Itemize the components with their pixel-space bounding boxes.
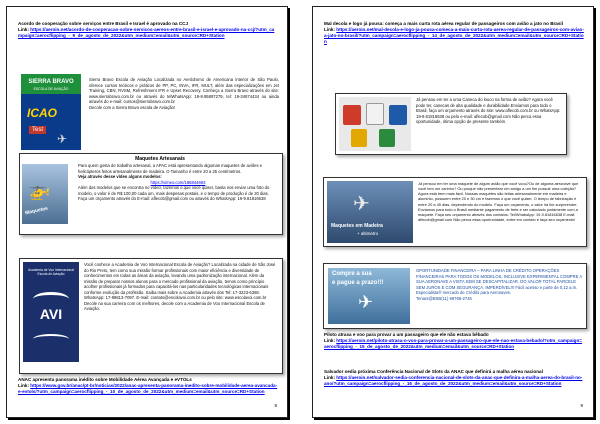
maquetes-body2: Além dos modelos que se encontra no vídeo, fazemos o que você quiser, basta nos enviar uma foto do modelo, o valor é de R$ 100,00 cada um, mais despesas postais, e o tempo de produção é de 20 dias. Faça um orçamento através do E-mail: aflecob@gmail.com ou através do WhatsApp: 19-9.81816638 [78, 185, 270, 202]
airplane-icon: ✈ [358, 292, 374, 312]
sierra-bravo-image [21, 74, 81, 150]
sierra-bravo-footer: Decole com a Sierra Bravo escola de Aviação! [89, 104, 176, 110]
academia-body: Você conhece a Academia de Voo Internacional Escola de Aviação? Localizada na cidade de São José do Rio Preto, tem como sua missão formar profissionais com maior eficiência e diversidade de conhecimentos em todas as áreas da aviação, levando uma padronização internacional. Além da missão de preparar nossos alunos para o mercado profissional da aviação, temos como princípio acolher profissionais já formados para capacitá-los nas particularidades tecnológicas internacionais conforme evolução da profissão. Saiba mais sobre a Academia através dos Tel: 17-3223-6368. WhatsApp: 17-99613-7097. E-mail: contato@escolavoi.com.br ou pelo site: www.escolavoi.com.br [84, 262, 276, 301]
document-page-8 [6, 6, 288, 418]
sierra-bravo-logo-sub: ESCOLA DE AVIAÇÃO [33, 87, 69, 91]
article-title: Acordo de cooperação sobre serviços entre Brasil e Israel é aprovado na CCJ [18, 21, 189, 26]
sierra-bravo-text [89, 77, 279, 110]
maquetes-body1: Para quem gosta de trabalho artesanal, a APAC está apresentando algumas maquetes de aviões e helicópteros feitos artesanalmente de madeira. O Tamanho é entre 20 a 25 centímetros. [78, 163, 263, 174]
article-link[interactable]: https://aeroin.net/piloto-atrasa-o-voo-para-provar-a-um-passageiro-que-ele-nao-estava-bebado/?utm_campaign=aerocflipping_-_15_de_agosto_de_2022&utm_medium=email&utm_source=RD+Station [324, 337, 582, 349]
link-label: Link: [18, 26, 29, 32]
maquetes-madeira-text: Já pensou em ter uma maquete de algum avião que você voou?Ou de alguma aeronave que você tem um carinho? Ou porque não presentear um amigo a um fim possuir uma coleção? Agora está bem mais fácil. Nossas maquetes são feitas artesanalmente em madeira e alumínio, possuem entre 20 e 30 cm e fazemos o que você quiser. O tempo de fabricação é entre 20 a 45 dias, dependendo do modelo. Faça um orçamento, o valor irá lhe surpreender. Enviamos para todo o Brasil mediante pagamento de frete e ser calculado juntamente com a maquete. Faça seu orçamento através dos contatos: Tel/WhatsApp: 19-9.81816638 E-mail: aflecob@gmail.com Não perca essa oportunidade, entre em contato e faça seu orçamento! [418, 181, 579, 223]
page-number: 9 [580, 403, 583, 408]
maquetes-image [22, 164, 68, 224]
financeiras-body: OPORTUNIDADE FINANCEIRA – PARA LINHA DE CRÉDITO OPERAÇÕES FINANCEIRAS PARA TODOS OS MODELOS, INCLUSIVE EXPERIMENTAL COMPRE A SUA AERONAVE A VISTA SEM SE DESCAPITALIZAR. DO VALOR TOTAL PARCELE SEM JUROS E COM SEGURANÇA, IMPERDÍVEL!!! Fácil acesso e parte de 0,12 a.m. Especialista® mercado de Crédito para Aeronaves. [416, 268, 582, 296]
maquetes-text [78, 163, 278, 202]
test-badge: Test [29, 126, 46, 134]
article-title: Mal decola e logo já pousa: começa a mais curta rota aérea regular de passageiros com avião a jato no Brasil [324, 21, 563, 26]
article-link[interactable]: https://www.gov.br/anac/pt-br/noticias/2022/anac-apresenta-panorama-inedito-sobre-mobilidade-aerea-avancada-e-evtols/?utm_campaign=aerocflipping_-_10_de_agosto_de_2022&utm_medium=email&utm_source=RD+Station [18, 382, 278, 394]
maquetes-ad [19, 153, 283, 235]
canecas-text: Já pensou em ter a uma Caneca do louco na forma de avião? Agora você pode ter, canecas de alta qualidade e durabilidade.Enviamos para todo o Brasil, faça um orçamento através do site: www.aflecob.com.br ou WhatsApp: 19-9.81816638 ou pelo e-mail: aflecob@gmail.com Não perca essa oportunidade, ótima opção de presente também. [416, 97, 561, 125]
financeiras-image-line2: e pague a prazo!!! [332, 280, 384, 286]
avi-wings-icon [33, 292, 69, 306]
article-title: Salvador sedia próxima Conferência Nacional de Slots da ANAC que definirá a malha aérea nacional [324, 369, 543, 374]
airplane-icon: ✈ [57, 132, 68, 146]
article-title: Piloto atrasa e voo para provar a um passageiro que ele não estava bêbado [324, 332, 489, 337]
financeiras-image-line1: Compre a sua [332, 271, 372, 277]
article-link[interactable]: https://aeroin.net/salvador-sedia-conferencia-nacional-de-slots-da-anac-que-definira-a-malha-aerea-do-brasil-no-ano/?utm_campaign=aerocflipping_-_16_de_agosto_de_2022&utm_medium=email&utm_source=RD+Station [324, 374, 583, 386]
article-title: ANAC apresenta panorama inédito sobre Mobilidade Aérea Avançada e eVTOLs [18, 377, 192, 382]
maquetes-madeira-caption: Maquetes em Madeira [331, 223, 383, 229]
sierra-bravo-body: Sierra Bravo Escola de Aviação Localizada no Aeródromo de Americana interior de São Paulo, oferece cursos teóricos e práticos de PP, PC, INVA, IFR, MULT, além das especializações em Jet Training, CBN, RVSM, Refreshment IFR e Upset Recovery. Conheça a Sierra Bravo através do site: www.sierrabravo.com.br ou através do telWhatsApp: 19-9.95897279, tel: 19-34674434 ou ainda através do e-mail: cursos@sierrabravo.com.br [89, 77, 279, 105]
maquetes-video-label: Veja através desse vídeo alguns modelos: [78, 174, 162, 180]
article-slots [324, 369, 584, 387]
mug-icon [351, 129, 367, 147]
link-label: Link: [18, 382, 29, 388]
maquetes-title: Maquetes Artesanais [135, 156, 185, 162]
article-anac-evtol [18, 377, 278, 395]
academia-ad [19, 258, 283, 374]
airplane-model-icon: ✈ [353, 193, 370, 215]
maquetes-video-link[interactable]: https://vimeo.com/186844693 [150, 179, 206, 185]
mugs-image [339, 97, 411, 151]
maquetes-madeira-caption2: + altimetro [357, 231, 379, 236]
article-piloto [324, 332, 584, 350]
academia-text [84, 262, 278, 312]
avi-logo-letters: AVI [39, 306, 63, 322]
article-ccj [18, 21, 278, 39]
maquetes-madeira-image [327, 181, 413, 243]
avi-logo-image [23, 262, 79, 362]
mug-icon [343, 105, 361, 125]
document-page-9 [312, 6, 594, 418]
article-link[interactable]: https://aeroin.net/acordo-de-cooperacao-sobre-servicos-aereos-entre-brasil-e-israel-e-aprovado-na-ccj/?utm_campaign=aerocflipping_-_9_de_agosto_de_2022&utm_medium=email&utm_source=RD+Station [18, 26, 275, 38]
article-link[interactable]: https://aeroin.net/mal-decola-e-logo-ja-pousa-comeca-a-mais-curta-rota-aerea-regular-de-passageiros-com-aviao-a-jato-no-brasil/?utm_campaign=aerocflipping_-_14_de_agosto_de_2022&utm_medium=email&utm_source=RD+Station [324, 26, 584, 44]
sierra-bravo-logo: SIERRA BRAVO [28, 79, 74, 85]
mug-icon [389, 105, 407, 125]
link-label: Link: [324, 337, 335, 343]
link-label: Link: [324, 374, 335, 380]
mug-icon [366, 103, 384, 125]
maquetes-madeira-ad [323, 177, 587, 247]
avi-wings-icon-bottom [33, 334, 69, 344]
financeiras-text [416, 268, 582, 301]
link-label: Link: [324, 26, 335, 32]
academia-footer: Decole na sua carreira com os melhores, decole com a Academia de Voo Internacional Escola de Aviação. [84, 300, 265, 312]
icao-text: ICAO [27, 106, 57, 120]
helicopter-icon: 🚁 [28, 180, 51, 200]
maquetes-image-caption: Maquetes [24, 205, 49, 217]
avi-logo-top: Academia de Voo Internacional Escola de Aviação [28, 268, 74, 276]
financeiras-contact: Tenant@BSB(11) 98766-2745 [416, 295, 472, 301]
financeiras-ad [323, 263, 587, 329]
mug-icon [379, 129, 395, 147]
financeiras-image [328, 268, 410, 324]
article-rota-curta [324, 21, 584, 45]
page-number: 8 [274, 403, 277, 408]
canecas-ad [335, 93, 567, 155]
